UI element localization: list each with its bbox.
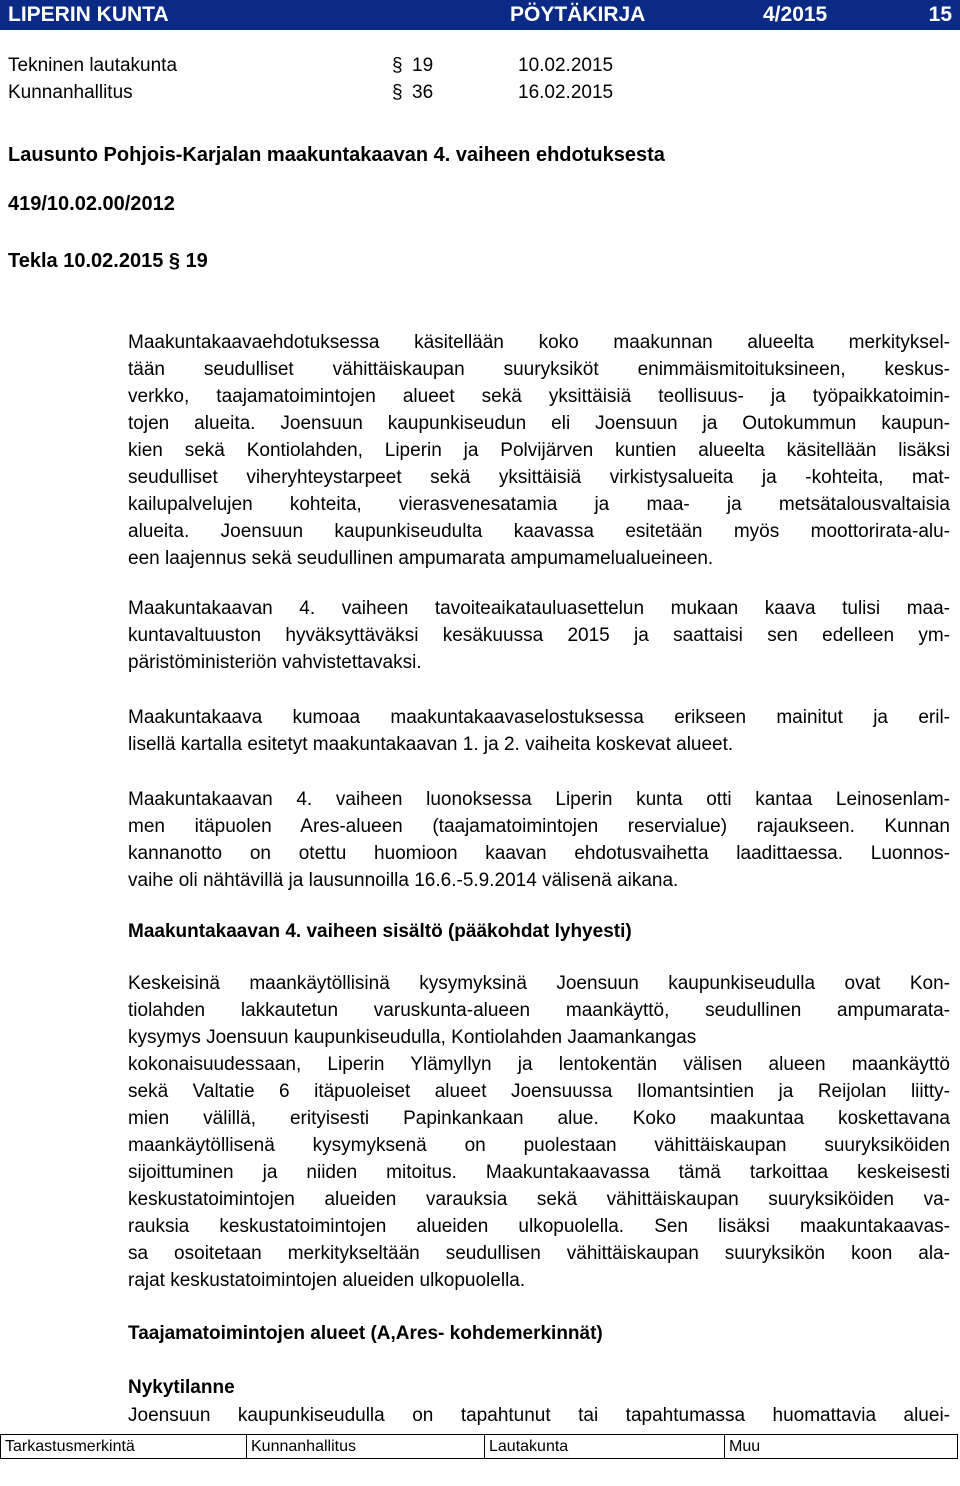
document-type: PÖYTÄKIRJA xyxy=(510,3,646,26)
meta-body: Tekninen lautakunta xyxy=(8,55,178,76)
footer-cell: Kunnanhallitus xyxy=(247,1435,485,1458)
text-line: Maakuntakaavan 4. vaiheen tavoiteaikatauluasettelun mukaan kaava tulisi maa- xyxy=(128,598,950,619)
footer-cell: Muu xyxy=(729,1438,761,1455)
organization-name: LIPERIN KUNTA xyxy=(8,3,169,26)
text-line: Maakuntakaavan 4. vaiheen luonoksessa Liperin kunta otti kantaa Leinosenlam- xyxy=(128,789,950,810)
document-number: 4/2015 xyxy=(763,3,828,26)
text-line: vaihe oli nähtävillä ja lausunnoilla 16.6.-5.9.2014 välisenä aikana. xyxy=(128,870,679,891)
text-line: een laajennus sekä seudullinen ampumarata ampumamelualueineen. xyxy=(128,548,714,569)
footer-cell: Lautakunta xyxy=(485,1435,725,1458)
text-line: sa osoitetaan merkitykseltään seudullisen vähittäiskaupan suuryksikön koon ala- xyxy=(128,1243,950,1264)
meta-date: 10.02.2015 xyxy=(518,55,614,76)
meta-date: 16.02.2015 xyxy=(518,82,614,103)
text-line: sekä Valtatie 6 itäpuoleiset alueet Joensuussa Ilomantsintien ja Reijolan liitty- xyxy=(128,1081,950,1102)
paragraph xyxy=(128,704,950,758)
text-line: lisellä kartalla esitetyt maakuntakaavan 1. ja 2. vaiheita koskevat alueet. xyxy=(128,734,734,755)
text-line: rauksia keskustatoimintojen alueiden ulkopuolella. Sen lisäksi maakuntakaavas- xyxy=(128,1216,950,1237)
text-line: seudulliset viheryhteystarpeet sekä yksittäisiä virkistysalueita ja -kohteita, mat- xyxy=(128,467,950,488)
text-line: kuntavaltuuston hyväksyttäväksi kesäkuussa 2015 ja saattaisi sen edelleen ym- xyxy=(128,625,950,646)
text-line: maankäytöllisenä kysymyksenä on puolestaan vähittäiskaupan suuryksiköiden xyxy=(128,1135,950,1156)
section-heading: Taajamatoimintojen alueet (A,Ares- kohdemerkinnät) xyxy=(128,1323,603,1344)
text-line: mien välillä, erityisesti Papinkankaan alue. Koko maakuntaa koskettavana xyxy=(128,1108,950,1129)
section-heading: Maakuntakaavan 4. vaiheen sisältö (pääkohdat lyhyesti) xyxy=(128,921,632,942)
text-line: kien sekä Kontiolahden, Liperin ja Polvijärven kuntien alueelta käsitellään lisäksi xyxy=(128,440,950,461)
paragraph xyxy=(128,1402,950,1429)
paragraph xyxy=(128,595,950,676)
text-line: verkko, taajamatoimintojen alueet sekä yksittäisiä teollisuus- ja työpaikkatoimin- xyxy=(128,386,950,407)
text-line: men itäpuolen Ares-alueen (taajamatoimintojen reservialue) rajaukseen. Kunnan xyxy=(128,816,950,837)
meta-section: 36 xyxy=(412,82,434,103)
text-line: päristöministeriön vahvistettavaksi. xyxy=(128,652,422,673)
text-line: rajat keskustatoimintojen alueiden ulkopuolella. xyxy=(128,1270,526,1291)
case-number: 419/10.02.00/2012 xyxy=(8,193,175,215)
text-line: sijoittuminen ja niiden mitoitus. Maakuntakaavassa tämä tarkoittaa keskeisesti xyxy=(128,1162,950,1183)
text-line: Keskeisinä maankäytöllisinä kysymyksinä Joensuun kaupunkiseudulla ovat Kon- xyxy=(128,973,950,994)
paragraph xyxy=(128,329,950,572)
text-line: kannanotto on otettu huomioon kaavan ehdotusvaihetta laadittaessa. Luonnos- xyxy=(128,843,950,864)
text-line: Maakuntakaava kumoaa maakuntakaavaselostuksessa erikseen mainitut ja eril- xyxy=(128,707,950,728)
section-sign-icon: § xyxy=(168,250,180,272)
text-line: tiolahden lakkautetun varuskunta-alueen maankäyttö, seudullinen ampumarata- xyxy=(128,1000,950,1021)
footer-table xyxy=(0,1434,958,1459)
text-line: kokonaisuudessaan, Liperin Ylämyllyn ja lentokentän välisen alueen maankäyttö xyxy=(128,1054,950,1075)
paragraph xyxy=(128,786,950,894)
text-line: kysymys Joensuun kaupunkiseudulla, Kontiolahden Jaamankangas xyxy=(128,1027,697,1048)
text-line: kailupalvelujen kohteita, vierasvenesatamia ja maa- ja metsätalousvaltaisia xyxy=(128,494,950,515)
section-sign-icon: § xyxy=(392,55,403,76)
meeting-section: 19 xyxy=(185,250,208,272)
document-title: Lausunto Pohjois-Karjalan maakuntakaavan 4. vaiheen ehdotuksesta xyxy=(8,144,665,166)
section-heading: Nykytilanne xyxy=(128,1377,235,1398)
meta-section: 19 xyxy=(412,55,434,76)
text-line: tään seudulliset vähittäiskaupan suuryksiköt enimmäismitoituksineen, keskus- xyxy=(128,359,950,380)
meta-body: Kunnanhallitus xyxy=(8,82,133,103)
text-line: tojen alueita. Joensuun kaupunkiseudun eli Joensuun ja Outokummun kaupun- xyxy=(128,413,950,434)
footer-cell: Tarkastusmerkintä xyxy=(1,1435,247,1458)
text-line: Joensuun kaupunkiseudulla on tapahtunut tai tapahtumassa huomattavia aluei- xyxy=(128,1405,950,1426)
paragraph xyxy=(128,970,950,1294)
text-line: Maakuntakaavaehdotuksessa käsitellään koko maakunnan alueelta merkityksel- xyxy=(128,332,950,353)
section-sign-icon: § xyxy=(392,82,403,103)
page-header xyxy=(0,0,960,30)
meeting-reference xyxy=(8,250,208,273)
meeting-prefix: Tekla 10.02.2015 xyxy=(8,250,164,272)
text-line: keskustatoimintojen alueiden varauksia sekä vähittäiskaupan suuryksiköiden va- xyxy=(128,1189,950,1210)
text-line: alueita. Joensuun kaupunkiseudulta kaavassa esitetään myös moottorirata-alu- xyxy=(128,521,950,542)
page-number: 15 xyxy=(928,3,952,26)
